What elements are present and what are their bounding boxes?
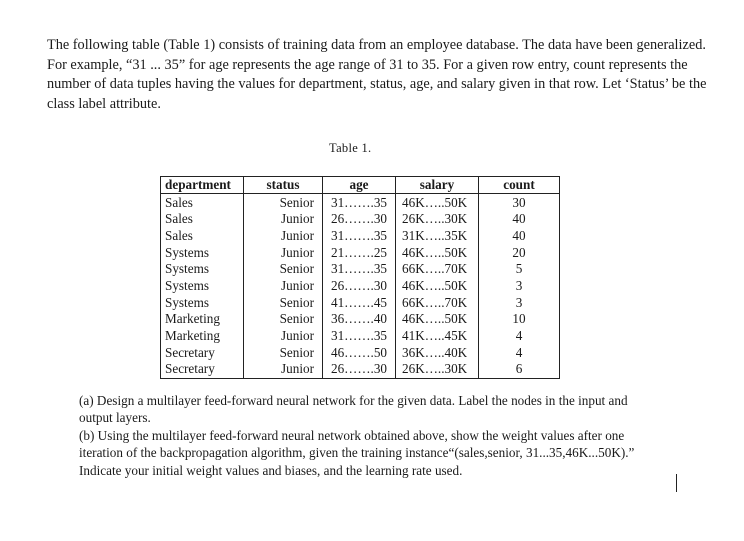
intro-paragraph: The following table (Table 1) consists of training data from an employee database. The data have been generalized. For example, “31 ... 35” for age represents the age range of 31 to 35. For a given row entry, count represents the number of data tuples having the values for department, status, age, and salary given in that row. Let ‘Status’ be the class label attribute. <box>47 37 707 113</box>
header-salary: salary <box>396 177 479 194</box>
cell-department: Systems <box>165 294 209 310</box>
cell-age: 26…….30 <box>323 277 396 294</box>
cell-salary: 41K…..45K <box>396 328 479 345</box>
cell-department: Systems <box>165 244 209 260</box>
header-department: department <box>161 177 244 194</box>
cell-status: Senior <box>244 311 323 328</box>
text-cursor <box>676 474 677 492</box>
table-row <box>161 261 560 278</box>
cell-salary: 46K…..50K <box>396 311 479 328</box>
cell-department: Sales <box>165 194 193 210</box>
cell-department: Marketing <box>165 311 220 327</box>
table-row <box>161 311 560 328</box>
table-body <box>161 194 560 379</box>
cell-department: Systems <box>165 278 209 294</box>
questions-block <box>79 392 639 479</box>
cell-status: Senior <box>244 344 323 361</box>
cell-salary: 31K…..35K <box>396 227 479 244</box>
table-row <box>161 211 560 228</box>
cell-count: 4 <box>479 344 560 361</box>
cell-status: Senior <box>244 294 323 311</box>
cell-count: 40 <box>479 211 560 228</box>
table-header-row <box>161 177 560 194</box>
cell-age: 36…….40 <box>323 311 396 328</box>
cell-status: Junior <box>244 361 323 378</box>
cell-status: Junior <box>244 211 323 228</box>
cell-status: Junior <box>244 277 323 294</box>
table-row <box>161 194 560 211</box>
cell-status: Junior <box>244 244 323 261</box>
cell-count: 6 <box>479 361 560 378</box>
header-age: age <box>323 177 396 194</box>
cell-status: Junior <box>244 328 323 345</box>
cell-salary: 46K…..50K <box>396 194 479 211</box>
header-count: count <box>479 177 560 194</box>
table-row <box>161 361 560 378</box>
cell-age: 31…….35 <box>323 227 396 244</box>
table-row <box>161 344 560 361</box>
cell-salary: 36K…..40K <box>396 344 479 361</box>
cell-department: Marketing <box>165 328 220 344</box>
cell-salary: 26K…..30K <box>396 211 479 228</box>
cell-salary: 66K…..70K <box>396 261 479 278</box>
training-data-table <box>160 176 560 379</box>
cell-department: Sales <box>165 211 193 227</box>
cell-age: 31…….35 <box>323 194 396 211</box>
cell-count: 3 <box>479 277 560 294</box>
cell-department: Systems <box>165 261 209 277</box>
cell-department: Secretary <box>165 361 215 377</box>
cell-status: Junior <box>244 227 323 244</box>
cell-count: 30 <box>479 194 560 211</box>
cell-age: 41…….45 <box>323 294 396 311</box>
cell-salary: 46K…..50K <box>396 277 479 294</box>
cell-salary: 66K…..70K <box>396 294 479 311</box>
table-row <box>161 328 560 345</box>
cell-age: 31…….35 <box>323 261 396 278</box>
table-row <box>161 277 560 294</box>
cell-department: Sales <box>165 227 193 243</box>
cell-age: 26…….30 <box>323 361 396 378</box>
cell-status: Senior <box>244 194 323 211</box>
cell-count: 4 <box>479 328 560 345</box>
table-row <box>161 294 560 311</box>
cell-age: 31…….35 <box>323 328 396 345</box>
question-a: (a) Design a multilayer feed-forward neural network for the given data. Label the nodes in the input and output layers. <box>79 393 628 426</box>
cell-age: 26…….30 <box>323 211 396 228</box>
header-status: status <box>244 177 323 194</box>
question-b: (b) Using the multilayer feed-forward neural network obtained above, show the weight values after one iteration of the backpropagation algorithm, given the training instance“(sales,senior, 31...35,46K...50K).” Indicate your initial weight values and biases, and the learning rate used. <box>79 427 635 478</box>
table-caption: Table 1. <box>329 141 372 155</box>
cell-department: Secretary <box>165 344 215 360</box>
cell-count: 5 <box>479 261 560 278</box>
cell-count: 40 <box>479 227 560 244</box>
cell-age: 46…….50 <box>323 344 396 361</box>
cell-salary: 26K…..30K <box>396 361 479 378</box>
cell-status: Senior <box>244 261 323 278</box>
cell-salary: 46K…..50K <box>396 244 479 261</box>
cell-age: 21…….25 <box>323 244 396 261</box>
cell-count: 10 <box>479 311 560 328</box>
table-row <box>161 227 560 244</box>
cell-count: 3 <box>479 294 560 311</box>
cell-count: 20 <box>479 244 560 261</box>
table-row <box>161 244 560 261</box>
